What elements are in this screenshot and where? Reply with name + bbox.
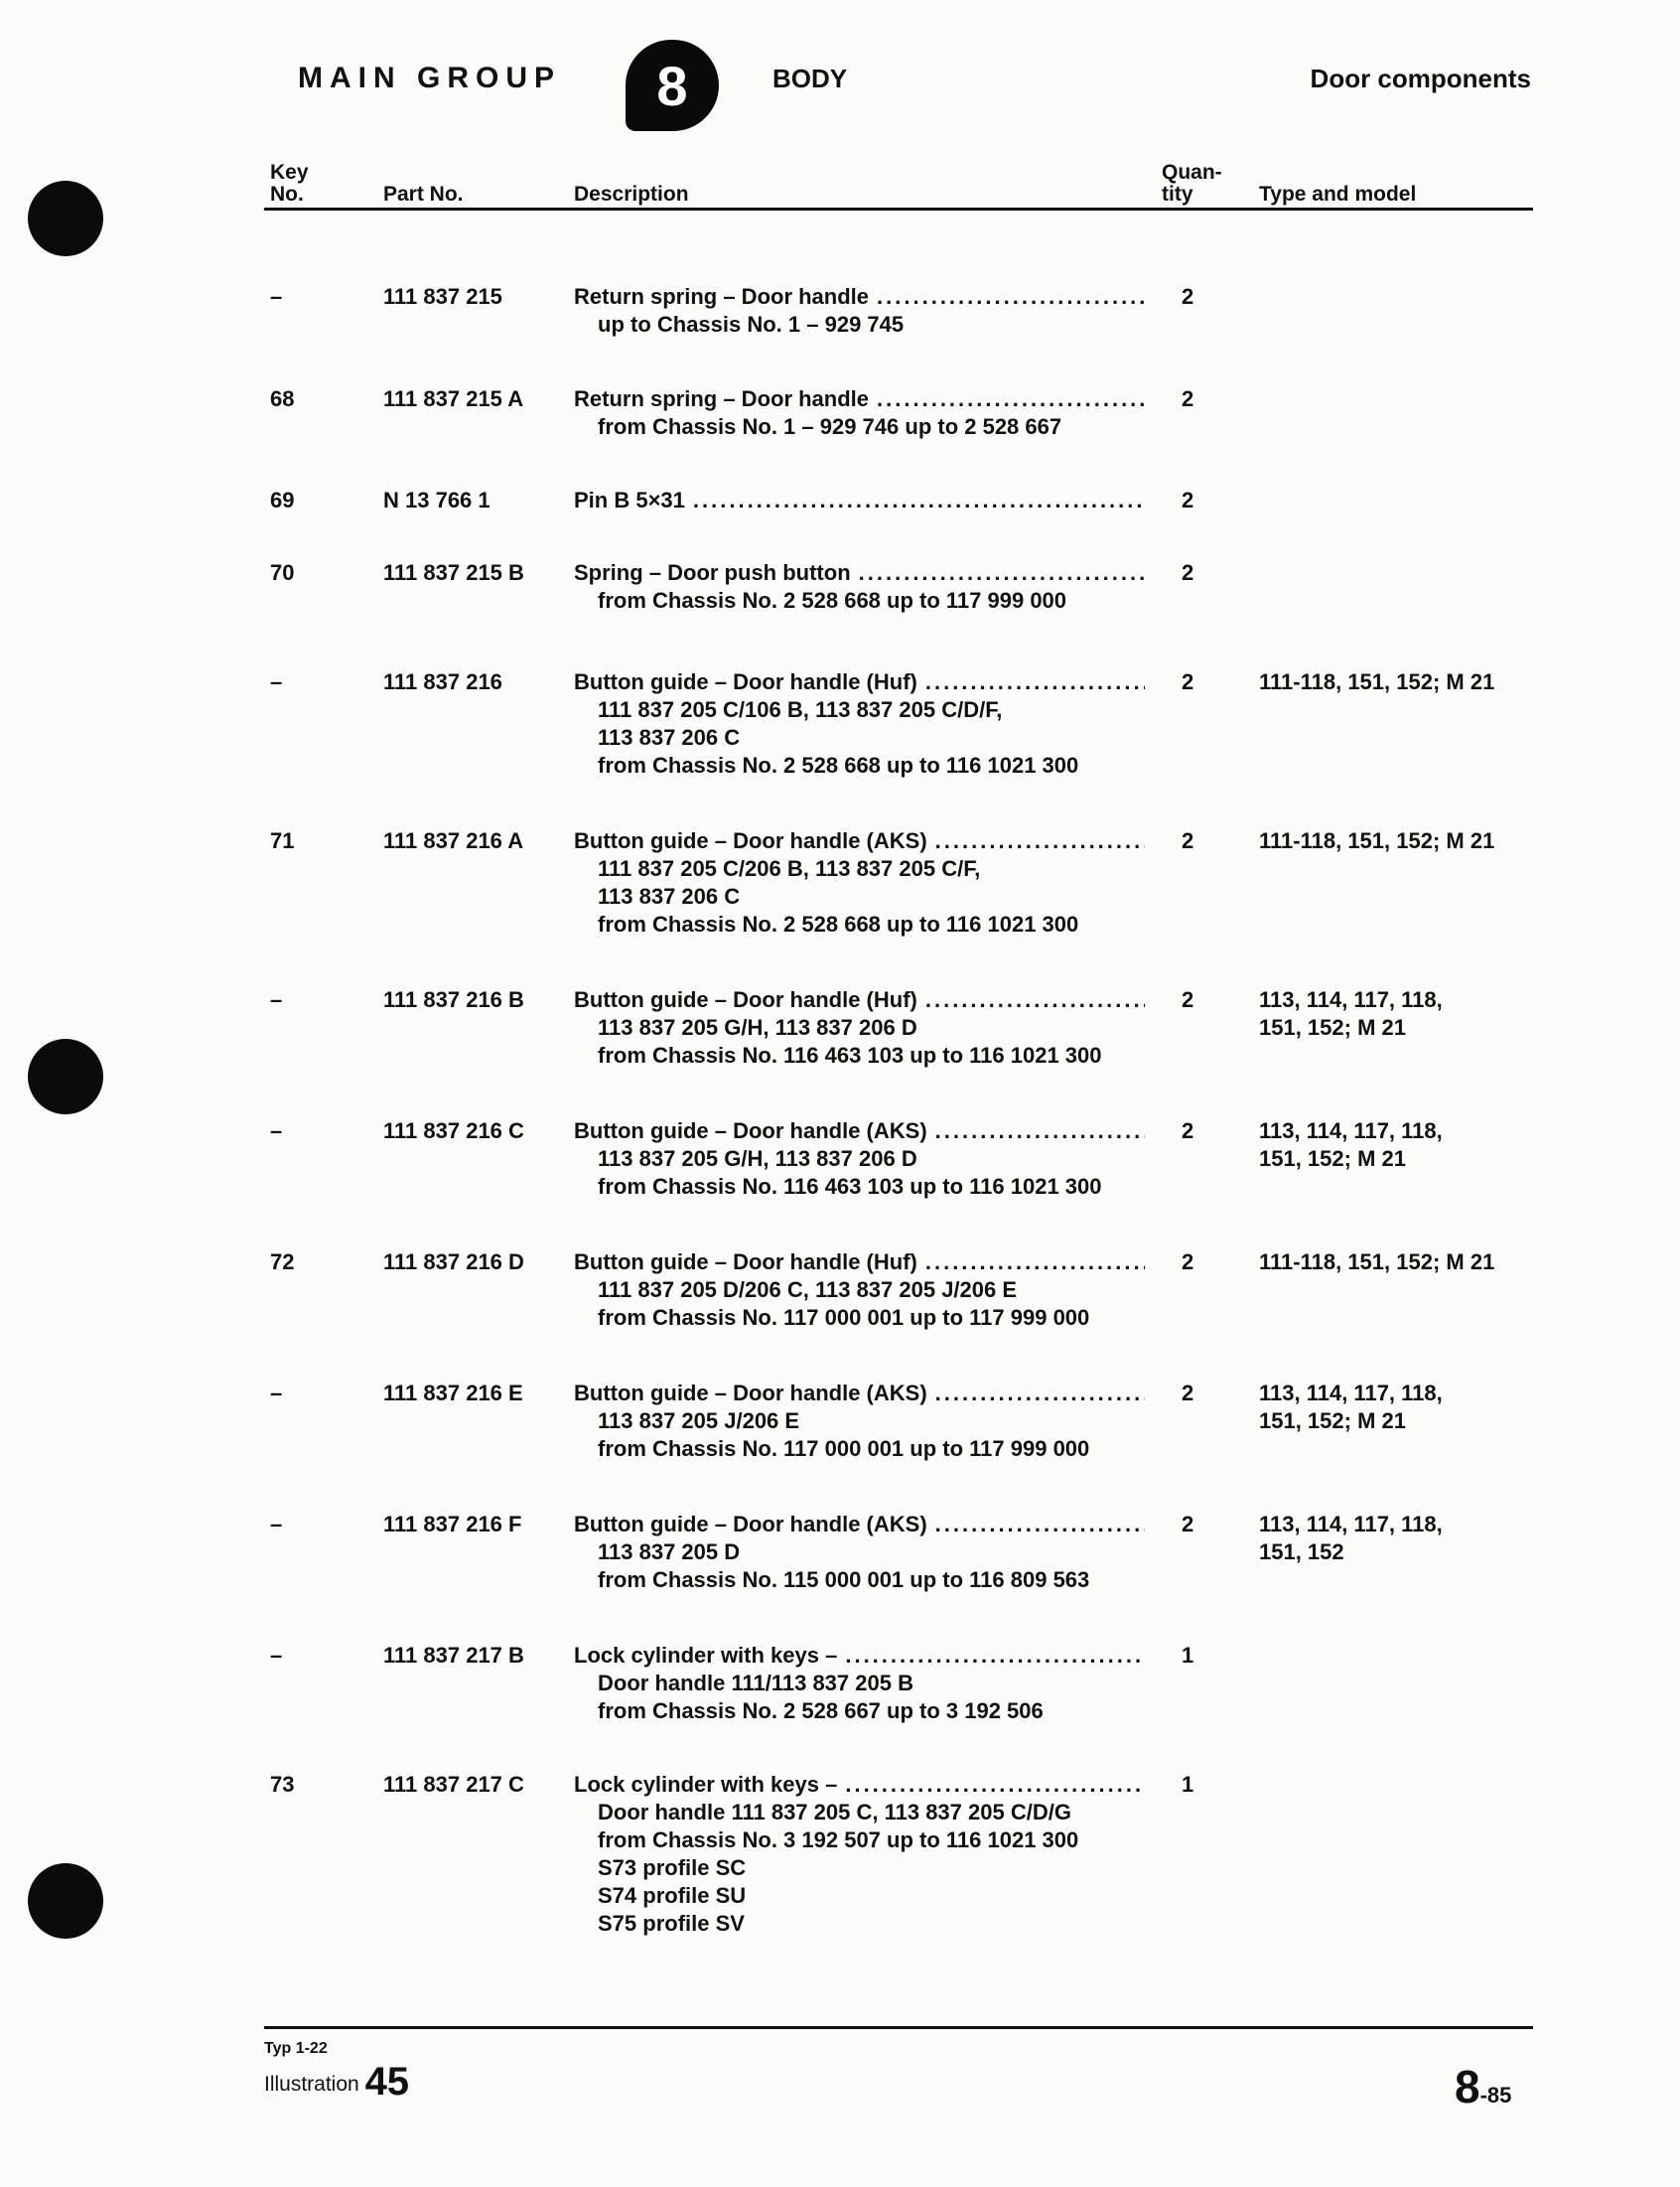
type-model-line: 111-118, 151, 152; M 21 (1259, 828, 1495, 853)
col-description: Description (574, 183, 689, 206)
part-no: 111 837 216 D (383, 1249, 524, 1274)
description-text: Button guide – Door handle (Huf) (574, 987, 917, 1012)
col-qty-line-1: Quan- (1162, 161, 1222, 184)
key-no: – (270, 669, 283, 694)
leader-dots (935, 1117, 1145, 1145)
description (574, 1380, 1145, 1463)
type-model-line: 113, 114, 117, 118, (1259, 1512, 1443, 1536)
col-key-line-2: No. (270, 183, 304, 206)
description (574, 1511, 1145, 1594)
description-text: Button guide – Door handle (Huf) (574, 669, 917, 694)
type-model-line: 151, 152; M 21 (1259, 1015, 1406, 1040)
description-detail: from Chassis No. 1 – 929 746 up to 2 528 667 (598, 414, 1062, 439)
quantity: 2 (1182, 284, 1194, 309)
leader-dots (877, 385, 1145, 413)
punch-hole-bottom (28, 1863, 103, 1939)
description-detail: from Chassis No. 116 463 103 up to 116 1021 300 (598, 1174, 1102, 1199)
description-detail: Door handle 111 837 205 C, 113 837 205 C/D/G (598, 1800, 1071, 1824)
quantity: 2 (1182, 1512, 1194, 1536)
leader-dots (693, 487, 1145, 514)
description-text: Button guide – Door handle (Huf) (574, 1249, 917, 1274)
description-detail: S75 profile SV (598, 1911, 745, 1936)
part-no: 111 837 216 E (383, 1381, 523, 1405)
quantity: 2 (1182, 1381, 1194, 1405)
description (574, 385, 1145, 441)
footer-typ: Typ 1-22 (264, 2040, 328, 2057)
group-name: BODY (772, 64, 848, 93)
description (574, 1117, 1145, 1201)
type-model-line: 151, 152; M 21 (1259, 1408, 1406, 1433)
description (574, 1642, 1145, 1725)
description-detail: from Chassis No. 2 528 668 up to 116 1021 300 (598, 753, 1079, 778)
description (574, 559, 1145, 615)
col-key-no (270, 162, 309, 206)
part-no: 111 837 215 A (383, 386, 524, 411)
type-model-line: 113, 114, 117, 118, (1259, 1118, 1443, 1143)
page-group: 8 (1455, 2061, 1480, 2113)
part-no: 111 837 216 A (383, 828, 524, 853)
quantity: 2 (1182, 987, 1194, 1012)
leader-dots (925, 986, 1145, 1014)
description-detail: 113 837 206 C (598, 884, 741, 909)
description-detail: 113 837 205 D (598, 1539, 741, 1564)
description-detail: S73 profile SC (598, 1855, 747, 1880)
illustration-label: Illustration (264, 2073, 359, 2096)
description-text: Button guide – Door handle (AKS) (574, 1118, 927, 1143)
leader-dots (935, 1511, 1145, 1538)
quantity: 2 (1182, 386, 1194, 411)
type-model-line: 111-118, 151, 152; M 21 (1259, 1249, 1495, 1274)
description-detail: 113 837 205 G/H, 113 837 206 D (598, 1015, 917, 1040)
description-text: Return spring – Door handle (574, 386, 870, 411)
page-number (1455, 2060, 1511, 2114)
part-no: 111 837 217 B (383, 1643, 524, 1668)
col-type-model: Type and model (1259, 183, 1417, 206)
key-no: 71 (270, 828, 295, 853)
quantity: 2 (1182, 1118, 1194, 1143)
leader-dots (935, 827, 1145, 855)
type-model-line: 113, 114, 117, 118, (1259, 1381, 1443, 1405)
type-model (1259, 1248, 1547, 1276)
type-model-line: 111-118, 151, 152; M 21 (1259, 669, 1495, 694)
type-model-line: 151, 152 (1259, 1539, 1344, 1564)
page-sub-number: -85 (1479, 2083, 1512, 2108)
key-no: – (270, 1381, 283, 1405)
type-model (1259, 1380, 1547, 1435)
key-no: – (270, 1512, 283, 1536)
description (574, 827, 1145, 939)
key-no: 72 (270, 1249, 295, 1274)
quantity: 2 (1182, 488, 1194, 512)
description-text: Spring – Door push button (574, 560, 851, 585)
footer-illustration (264, 2060, 409, 2105)
description-detail: 111 837 205 C/206 B, 113 837 205 C/F, (598, 856, 981, 881)
part-no: 111 837 215 (383, 284, 502, 309)
description-detail: from Chassis No. 117 000 001 up to 117 999 000 (598, 1436, 1090, 1461)
quantity: 2 (1182, 828, 1194, 853)
description (574, 283, 1145, 339)
description-detail: from Chassis No. 116 463 103 up to 116 1021 300 (598, 1043, 1102, 1068)
group-number-badge (626, 40, 719, 131)
quantity: 2 (1182, 669, 1194, 694)
description (574, 986, 1145, 1070)
description-detail: 113 837 205 G/H, 113 837 206 D (598, 1146, 917, 1171)
key-no: 69 (270, 488, 295, 512)
punch-hole-middle (28, 1039, 103, 1114)
quantity: 1 (1182, 1643, 1194, 1668)
description-text: Pin B 5×31 (574, 488, 685, 512)
illustration-number: 45 (364, 2060, 410, 2104)
type-model (1259, 1117, 1547, 1173)
type-model (1259, 827, 1547, 855)
description-detail: from Chassis No. 117 000 001 up to 117 999 000 (598, 1305, 1090, 1330)
type-model-line: 113, 114, 117, 118, (1259, 987, 1443, 1012)
description-detail: from Chassis No. 2 528 668 up to 117 999 000 (598, 588, 1067, 613)
quantity: 2 (1182, 1249, 1194, 1274)
part-no: 111 837 216 (383, 669, 502, 694)
description-text: Button guide – Door handle (AKS) (574, 1512, 927, 1536)
leader-dots (925, 1248, 1145, 1276)
group-number: 8 (656, 54, 688, 117)
description-detail: from Chassis No. 2 528 667 up to 3 192 506 (598, 1698, 1044, 1723)
col-quantity (1162, 162, 1222, 206)
description-detail: from Chassis No. 2 528 668 up to 116 1021 300 (598, 912, 1079, 937)
type-model (1259, 1511, 1547, 1566)
page-header (0, 40, 1680, 129)
description-detail: S74 profile SU (598, 1883, 747, 1908)
part-no: 111 837 216 C (383, 1118, 524, 1143)
quantity: 2 (1182, 560, 1194, 585)
description-text: Button guide – Door handle (AKS) (574, 1381, 927, 1405)
leader-dots (935, 1380, 1145, 1407)
description-text: Lock cylinder with keys – (574, 1772, 838, 1797)
key-no: 70 (270, 560, 295, 585)
quantity: 1 (1182, 1772, 1194, 1797)
leader-dots (845, 1642, 1145, 1670)
description-detail: from Chassis No. 115 000 001 up to 116 809 563 (598, 1567, 1090, 1592)
description-text: Return spring – Door handle (574, 284, 870, 309)
description-text: Button guide – Door handle (AKS) (574, 828, 927, 853)
type-model (1259, 986, 1547, 1042)
type-model (1259, 668, 1547, 696)
part-no: 111 837 217 C (383, 1772, 524, 1797)
leader-dots (845, 1771, 1145, 1799)
key-no: – (270, 987, 283, 1012)
description-detail: 111 837 205 C/106 B, 113 837 205 C/D/F, (598, 697, 1003, 722)
description (574, 487, 1145, 514)
leader-dots (877, 283, 1145, 311)
section-title: Door components (1310, 64, 1531, 93)
main-group-label: MAIN GROUP (298, 62, 561, 94)
description-text: Lock cylinder with keys – (574, 1643, 838, 1668)
part-no: 111 837 215 B (383, 560, 524, 585)
description-detail: Door handle 111/113 837 205 B (598, 1671, 913, 1695)
leader-dots (859, 559, 1145, 587)
description (574, 1771, 1145, 1938)
description-detail: 113 837 205 J/206 E (598, 1408, 800, 1433)
col-part-no: Part No. (383, 183, 464, 206)
description-detail: up to Chassis No. 1 – 929 745 (598, 312, 905, 337)
key-no: 73 (270, 1772, 295, 1797)
col-key-line-1: Key (270, 161, 309, 184)
description (574, 1248, 1145, 1332)
footer-rule (264, 2026, 1533, 2029)
part-no: 111 837 216 F (383, 1512, 522, 1536)
column-headers (0, 144, 1680, 206)
description-detail: from Chassis No. 3 192 507 up to 116 1021 300 (598, 1827, 1079, 1852)
description (574, 668, 1145, 780)
key-no: 68 (270, 386, 295, 411)
key-no: – (270, 1643, 283, 1668)
leader-dots (925, 668, 1145, 696)
part-no: N 13 766 1 (383, 488, 490, 512)
part-no: 111 837 216 B (383, 987, 524, 1012)
type-model-line: 151, 152; M 21 (1259, 1146, 1406, 1171)
header-rule (264, 208, 1533, 211)
description-detail: 111 837 205 D/206 C, 113 837 205 J/206 E (598, 1277, 1018, 1302)
key-no: – (270, 284, 283, 309)
key-no: – (270, 1118, 283, 1143)
description-detail: 113 837 206 C (598, 725, 741, 750)
col-qty-line-2: tity (1162, 183, 1193, 206)
